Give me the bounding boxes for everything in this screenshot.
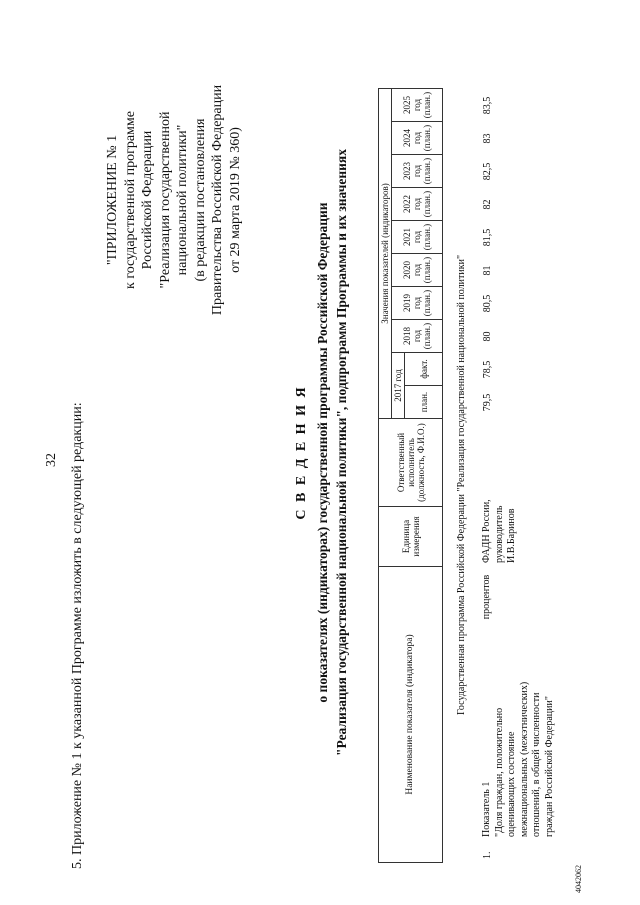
indicator-value: 80,5	[482, 294, 493, 313]
document-id: 4042062	[574, 865, 583, 893]
program-subheading: Государственная программа Российской Федерации "Реализация государственной национальной политики"	[456, 254, 467, 715]
header-fact: факт.	[405, 353, 443, 386]
indicator-value: 81,5	[482, 228, 493, 247]
appendix-line: от 29 марта 2019 № 360)	[227, 127, 243, 273]
document-subtitle: о показателях (индикаторах) государственной программы Российской Федерации	[315, 202, 330, 703]
indicator-value: 80	[482, 331, 493, 342]
document-title: С В Е Д Е Н И Я	[294, 385, 309, 520]
indicator-responsible: ФАДН России, руководитель И.В.Баринов	[481, 499, 517, 563]
header-indicator-name: Наименование показателя (индикатора)	[379, 567, 443, 863]
header-year-col: 2021 год (план.)	[392, 221, 443, 254]
indicator-value: 79,5	[482, 393, 493, 412]
appendix-line: "ПРИЛОЖЕНИЕ № 1	[105, 134, 120, 266]
indicator-value: 82,5	[482, 162, 493, 181]
appendix-line: к государственной программе	[122, 111, 138, 289]
header-year-col: 2024 год (план.)	[392, 122, 443, 155]
appendix-line: "Реализация государственной	[157, 111, 173, 289]
header-plan: план.	[405, 386, 443, 419]
header-year-col: 2020 год (план.)	[392, 254, 443, 287]
appendix-line: Российской Федерации	[140, 130, 155, 270]
intro-text: 5. Приложение № 1 к указанной Программе изложить в следующей редакции:	[70, 402, 85, 869]
indicator-value: 82	[482, 199, 493, 210]
indicator-number: 1.	[482, 851, 493, 859]
indicator-unit: процентов	[481, 574, 492, 620]
header-year-col: 2019 год (план.)	[392, 287, 443, 320]
indicators-table-header	[378, 88, 443, 863]
header-year-col: 2025 год (план.)	[392, 89, 443, 122]
header-responsible: Ответственный исполнитель (должность, Ф.И.О.)	[379, 419, 443, 507]
header-unit: Единица измерения	[379, 507, 443, 567]
header-year-col: 2018 год (план.)	[392, 320, 443, 353]
header-year-col: 2022 год (план.)	[392, 188, 443, 221]
appendix-line: (в редакции постановления	[192, 118, 208, 282]
appendix-line: Правительства Российской Федерации	[210, 84, 225, 316]
indicator-value: 81	[482, 265, 493, 276]
indicator-value: 83,5	[482, 96, 493, 115]
indicator-value: 78,5	[482, 360, 493, 379]
appendix-block	[104, 55, 244, 345]
indicator-value: 83	[482, 133, 493, 144]
indicator-name: Показатель 1 "Доля граждан, положительно оценивающих состояние межнациональных (межэтнических) отношений, в общей численности граждан Российской Федерации"	[481, 681, 555, 837]
document-subtitle-program: "Реализация государственной национальной политики", подпрограмм Программы и их значениях	[334, 149, 349, 756]
header-values-group: Значения показателей (индикаторов)	[379, 89, 392, 419]
appendix-line: национальной политики"	[175, 124, 190, 276]
header-year-col: 2023 год (план.)	[392, 155, 443, 188]
page-number: 32	[44, 453, 59, 467]
header-year-2017: 2017 год	[392, 353, 405, 419]
